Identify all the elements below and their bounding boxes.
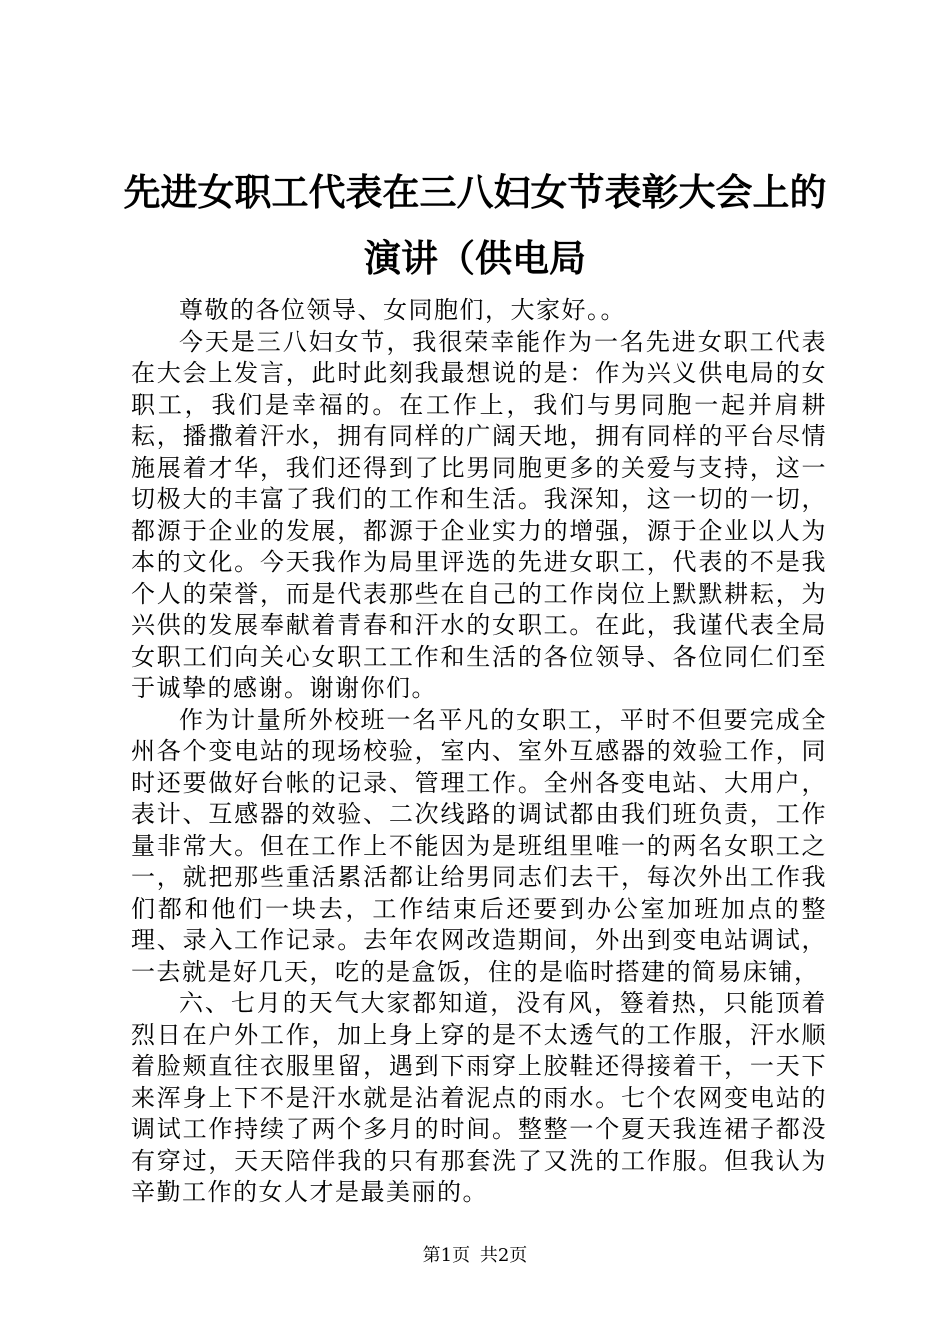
paragraph-greeting: 尊敬的各位领导、女同胞们，大家好。。 xyxy=(179,296,626,324)
paragraph-work: 作为计量所外校班一名平凡的女职工，平时不但要完成全州各个变电站的现场校验，室内、室外互感器的效验工作，同时还要做好台帐的记录、管理工作。全州各变电站、大用户，表计、互感器的效验、二次线路的调试都由我们班负责，工作量非常大。但在工作上不能因为是班组里唯一的两名女职工之一，就把那些重活累活都让给男同志们去干，每次外出工作我们都和他们一块去，工作结束后还要到办公室加班加点的整理、录入工作记录。去年农网改造期间，外出到变电站调试，一去就是好几天，吃的是盒饭，住的是临时搭建的简易床铺， xyxy=(131,705,827,986)
page-footer xyxy=(0,1245,950,1267)
page-total: 共2页 xyxy=(479,1245,528,1266)
document-title: 先进女职工代表在三八妇女节表彰大会上的演讲（供电局 xyxy=(123,171,827,280)
page-number: 第1页 xyxy=(422,1245,471,1266)
document-body xyxy=(131,295,827,1209)
paragraph-summer: 六、七月的天气大家都知道，没有风，簦着热，只能顶着烈日在户外工作，加上身上穿的是不太透气的工作服，汗水顺着脸颊直往衣服里留，遇到下雨穿上胶鞋还得接着干，一天下来浑身上下不是汗水就是沾着泥点的雨水。七个农网变电站的调试工作持续了两个多月的时间。整整一个夏天我连裙子都没有穿过，天天陪伴我的只有那套洗了又洗的工作服。但我认为辛勤工作的女人才是最美丽的。 xyxy=(131,989,827,1206)
paragraph-intro: 今天是三八妇女节，我很荣幸能作为一名先进女职工代表在大会上发言，此时此刻我最想说的是：作为兴义供电局的女职工，我们是幸福的。在工作上，我们与男同胞一起并肩耕耘，播撒着汗水，拥有同样的广阔天地，拥有同样的平台尽情施展着才华，我们还得到了比男同胞更多的关爱与支持，这一切极大的丰富了我们的工作和生活。我深知，这一切的一切，都源于企业的发展，都源于企业实力的增强，源于企业以人为本的文化。今天我作为局里评选的先进女职工，代表的不是我个人的荣誉，而是代表那些在自己的工作岗位上默默耕耘，为兴供的发展奉献着青春和汗水的女职工。在此，我谨代表全局女职工们向关心女职工工作和生活的各位领导、各位同仁们至于诚挚的感谢。谢谢你们。 xyxy=(131,327,827,702)
